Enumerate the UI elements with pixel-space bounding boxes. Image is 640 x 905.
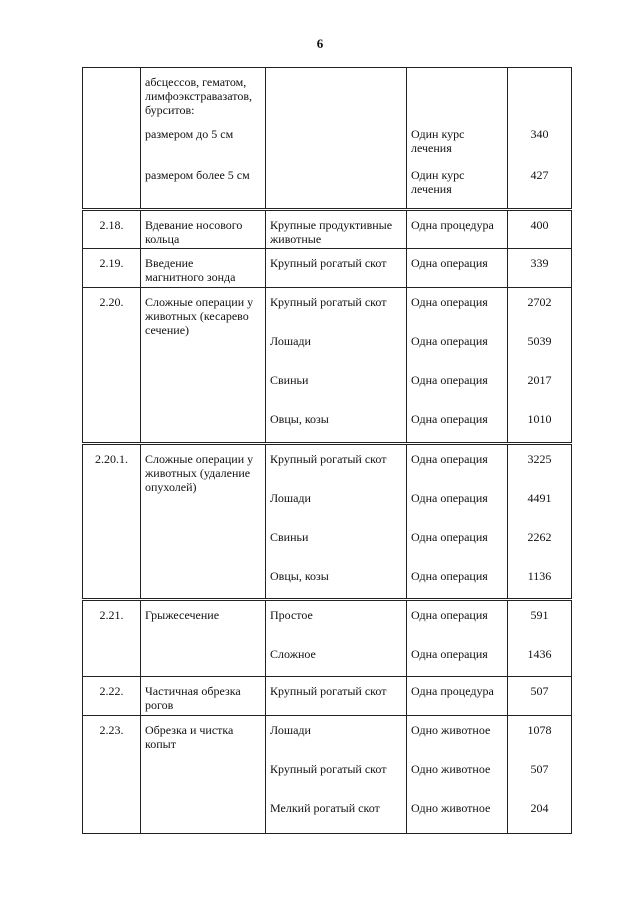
unit-line: Один курс	[411, 127, 465, 141]
cell-unit	[407, 288, 508, 444]
cell-price	[508, 677, 572, 716]
name-line: рогов	[145, 698, 174, 712]
cell-unit	[407, 249, 508, 288]
price-value: 3225	[527, 452, 552, 466]
unit-text: Одна операция	[411, 608, 488, 622]
cell-number: 2.22.	[83, 677, 141, 716]
table-row	[83, 288, 572, 444]
cell-animal	[266, 210, 407, 249]
unit-text: Одна операция	[411, 334, 488, 348]
animal-text	[266, 334, 406, 348]
animal-text	[266, 684, 406, 698]
animal-line: Лошади	[270, 334, 311, 348]
price-value: 507	[530, 762, 549, 776]
name-line: Вдевание носового	[145, 218, 243, 232]
unit-line: Один курс	[411, 168, 465, 182]
price-value: 2702	[527, 295, 552, 309]
unit-text: Одно животное	[411, 762, 491, 776]
table-row	[83, 600, 572, 677]
cell-number	[83, 68, 141, 210]
price-value: 5039	[527, 334, 552, 348]
unit-text	[407, 168, 507, 196]
name-line: копыт	[145, 737, 176, 751]
name-line: кольца	[145, 232, 180, 246]
cell-price	[508, 444, 572, 600]
animal-line: животные	[270, 232, 322, 246]
price-value: 1436	[527, 647, 552, 661]
cell-name	[141, 288, 266, 444]
cell-name	[141, 68, 266, 210]
sub-item-name: размером более 5 см	[145, 168, 250, 182]
name-line: магнитного зонда	[145, 270, 236, 284]
price-table	[82, 67, 572, 834]
cell-price	[508, 716, 572, 834]
animal-text	[266, 569, 406, 583]
page-number: 6	[316, 36, 324, 51]
name-line: Обрезка и чистка	[145, 723, 234, 737]
cell-unit	[407, 677, 508, 716]
cell-price	[508, 68, 572, 210]
cell-name	[141, 677, 266, 716]
animal-line: Овцы, козы	[270, 412, 329, 426]
price-value: 1136	[527, 569, 552, 583]
animal-line: Сложное	[270, 647, 316, 661]
animal-text	[266, 608, 406, 622]
cell-number: 2.19.	[83, 249, 141, 288]
animal-text	[266, 256, 406, 270]
cell-name	[141, 210, 266, 249]
animal-text	[266, 647, 406, 661]
name-line: Сложные операции у	[145, 452, 254, 466]
animal-line: Крупный рогатый скот	[270, 684, 387, 698]
animal-line: Крупный рогатый скот	[270, 256, 387, 270]
price-value: 204	[530, 801, 549, 815]
table-row	[83, 210, 572, 249]
cell-animal	[266, 68, 407, 210]
name-line: Частичная обрезка	[145, 684, 241, 698]
name-line: Введение	[145, 256, 194, 270]
cell-number: 2.20.	[83, 288, 141, 444]
animal-line: Крупный рогатый скот	[270, 762, 387, 776]
price-value: 400	[530, 218, 549, 232]
cell-name	[141, 444, 266, 600]
price-value: 2017	[527, 373, 552, 387]
cell-unit	[407, 444, 508, 600]
cell-price	[508, 600, 572, 677]
price-value: 427	[530, 168, 549, 182]
unit-text: Одна операция	[411, 452, 488, 466]
unit-line: лечения	[411, 182, 452, 196]
cell-number: 2.23.	[83, 716, 141, 834]
cell-name	[141, 716, 266, 834]
name-line: лимфоэкстравазатов,	[145, 89, 252, 103]
cell-unit	[407, 716, 508, 834]
animal-line: Свиньи	[270, 530, 309, 544]
price-value: 4491	[527, 491, 552, 505]
unit-text: Одна процедура	[411, 218, 494, 232]
animal-line: Лошади	[270, 491, 311, 505]
unit-text: Одно животное	[411, 723, 491, 737]
price-value: 2262	[527, 530, 552, 544]
price-value: 339	[530, 256, 549, 270]
price-value: 340	[530, 127, 549, 141]
animal-line: Крупный рогатый скот	[270, 452, 387, 466]
animal-text	[266, 218, 406, 246]
name-line: абсцессов, гематом,	[145, 75, 247, 89]
cell-animal	[266, 249, 407, 288]
unit-text: Одно животное	[411, 801, 491, 815]
animal-text	[266, 295, 406, 309]
animal-text	[266, 801, 406, 815]
table-row	[83, 716, 572, 834]
animal-text	[266, 530, 406, 544]
price-value: 507	[530, 684, 549, 698]
cell-price	[508, 249, 572, 288]
table-row	[83, 249, 572, 288]
price-value: 1078	[527, 723, 552, 737]
unit-text: Одна операция	[411, 569, 488, 583]
table-row	[83, 68, 572, 210]
name-line: Сложные операции у	[145, 295, 254, 309]
unit-text: Одна операция	[411, 295, 488, 309]
cell-number: 2.21.	[83, 600, 141, 677]
cell-animal	[266, 444, 407, 600]
animal-line: Овцы, козы	[270, 569, 329, 583]
cell-number: 2.20.1.	[83, 444, 141, 600]
cell-unit	[407, 600, 508, 677]
name-line: Грыжесечение	[145, 608, 220, 622]
animal-line: Простое	[270, 608, 313, 622]
price-table-body	[83, 68, 572, 834]
cell-number: 2.18.	[83, 210, 141, 249]
animal-line: Лошади	[270, 723, 311, 737]
cell-unit	[407, 68, 508, 210]
cell-price	[508, 210, 572, 249]
cell-price	[508, 288, 572, 444]
cell-animal	[266, 716, 407, 834]
price-value: 591	[530, 608, 549, 622]
sub-item-name: размером до 5 см	[145, 127, 234, 141]
unit-text	[407, 127, 507, 155]
name-line: сечение)	[145, 323, 190, 337]
table-row	[83, 444, 572, 600]
animal-line: Крупный рогатый скот	[270, 295, 387, 309]
price-value: 1010	[527, 412, 552, 426]
name-line: животных (удаление	[145, 466, 251, 480]
animal-text	[266, 723, 406, 737]
animal-text	[266, 491, 406, 505]
table-row	[83, 677, 572, 716]
unit-text: Одна операция	[411, 647, 488, 661]
cell-unit	[407, 210, 508, 249]
animal-text	[266, 452, 406, 466]
name-line: животных (кесарево	[145, 309, 249, 323]
animal-text	[266, 373, 406, 387]
animal-text	[266, 762, 406, 776]
animal-line: Крупные продуктивные	[270, 218, 393, 232]
name-line: опухолей)	[145, 480, 197, 494]
unit-text: Одна процедура	[411, 684, 494, 698]
unit-text: Одна операция	[411, 530, 488, 544]
name-line: бурситов:	[145, 103, 195, 117]
unit-text: Одна операция	[411, 256, 488, 270]
unit-text: Одна операция	[411, 373, 488, 387]
cell-animal	[266, 677, 407, 716]
unit-text: Одна операция	[411, 412, 488, 426]
cell-animal	[266, 600, 407, 677]
cell-name	[141, 249, 266, 288]
animal-line: Свиньи	[270, 373, 309, 387]
animal-line: Мелкий рогатый скот	[270, 801, 380, 815]
unit-text: Одна операция	[411, 491, 488, 505]
animal-text	[266, 412, 406, 426]
cell-animal	[266, 288, 407, 444]
unit-line: лечения	[411, 141, 452, 155]
cell-name	[141, 600, 266, 677]
